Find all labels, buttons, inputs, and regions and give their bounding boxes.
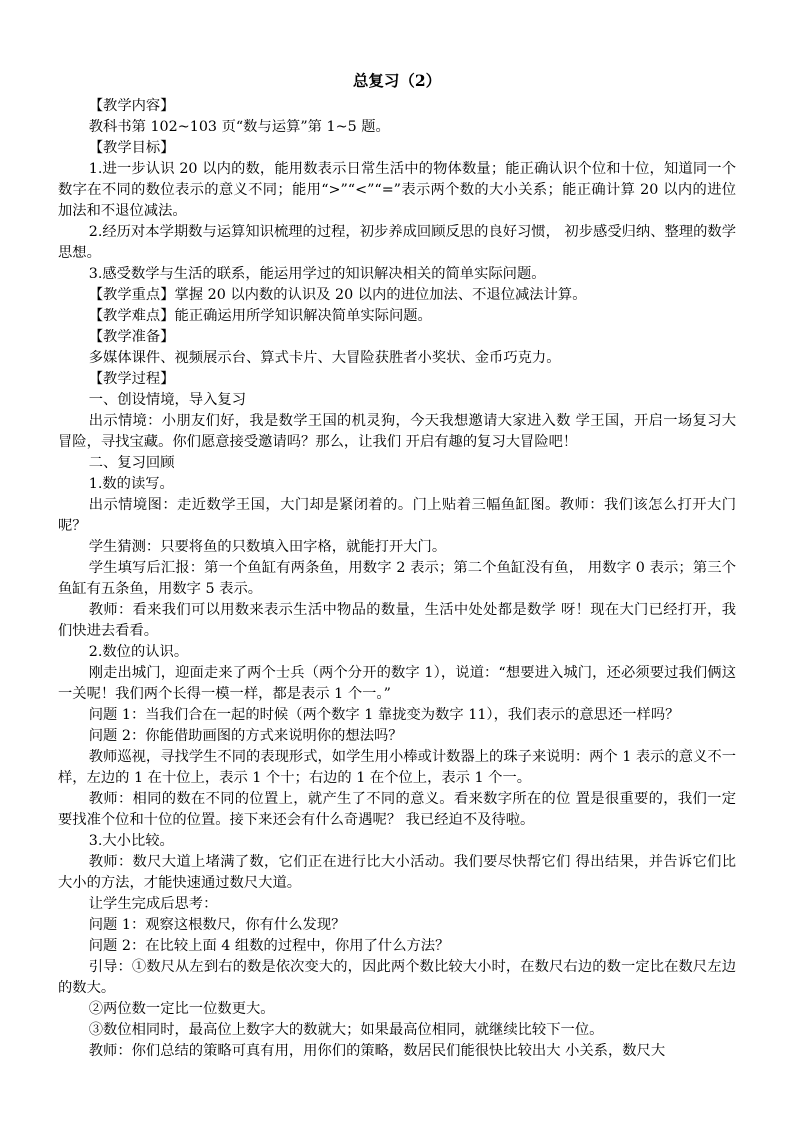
- objective-1: 1.进一步认识 20 以内的数，能用数表示日常生活中的物体数量；能正确认识个位和十位，知道同一个数字在不同的数位表示的意义不同；能用“>”“<”“=”表示两个数的大小关系；能正确计算 20 以内的进位加法和不退位减法。: [58, 161, 736, 219]
- process-paragraph: 教师：相同的数在不同的位置上，就产生了不同的意义。看来数字所在的位 置是很重要的，我们一定要找准个位和十位的位置。接下来还会有什么奇遇呢？ 我已经迫不及待啦。: [58, 791, 736, 828]
- process-step-1-heading: 一、创设情境，导入复习: [88, 392, 246, 408]
- section-heading-content: 【教学内容】: [88, 98, 175, 114]
- objective-3: 3.感受数学与生活的联系，能运用学过的知识解决相关的简单实际问题。: [88, 266, 546, 282]
- guidance-2: ②两位数一定比一位数更大。: [88, 1001, 275, 1017]
- section-heading-process: 【教学过程】: [88, 371, 175, 387]
- process-paragraph: 教师巡视，寻找学生不同的表现形式，如学生用小棒或计数器上的珠子来说明：两个 1 表示的意义不一样，左边的 1 在十位上，表示 1 个十；右边的 1 在个位上，表示 1 个一。: [58, 749, 736, 786]
- subsection-reading-writing: 1.数的读写。: [88, 476, 174, 492]
- content-text: 教科书第 102~103 页“数与运算”第 1~5 题。: [88, 119, 390, 135]
- objective-2: 2.经历对本学期数与运算知识梳理的过程，初步养成回顾反思的良好习惯， 初步感受归纳、整理的数学思想。: [58, 224, 736, 261]
- subsection-place-value: 2.数位的认识。: [88, 644, 189, 660]
- process-paragraph: 教师：看来我们可以用数来表示生活中物品的数量，生活中处处都是数学 呀！现在大门已经打开，我们快进去看看。: [58, 602, 736, 639]
- section-heading-objectives: 【教学目标】: [88, 140, 175, 156]
- process-paragraph: 教师：你们总结的策略可真有用，用你们的策略，数居民们能很快比较出大 小关系，数尺大: [88, 1043, 666, 1059]
- process-paragraph: 刚走出城门，迎面走来了两个士兵（两个分开的数字 1），说道：“想要进入城门，还必须要过我们俩这一关呢！我们两个长得一模一样，都是表示 1 个一。”: [58, 665, 736, 702]
- process-paragraph: 学生填写后汇报：第一个鱼缸有两条鱼，用数字 2 表示；第二个鱼缸没有鱼， 用数字 0 表示；第三个鱼缸有五条鱼，用数字 5 表示。: [58, 560, 736, 597]
- subsection-comparison: 3.大小比较。: [88, 833, 174, 849]
- process-paragraph: 教师：数尺大道上堵满了数，它们正在进行比大小活动。我们要尽快帮它们 得出结果，并告诉它们比大小的方法，才能快速通过数尺大道。: [58, 854, 736, 891]
- process-paragraph: 出示情境图：走近数学王国，大门却是紧闭着的。门上贴着三幅鱼缸图。教师：我们该怎么打开大门呢？: [58, 497, 736, 534]
- guidance-1: 引导：①数尺从左到右的数是依次变大的，因此两个数比较大小时，在数尺右边的数一定比在数尺左边的数大。: [58, 959, 736, 996]
- question-2: 问题 2：在比较上面 4 组数的过程中，你用了什么方法？: [88, 938, 450, 954]
- key-points: 【教学重点】掌握 20 以内数的认识及 20 以内的进位加法、不退位减法计算。: [88, 287, 587, 303]
- process-paragraph: 学生猜测：只要将鱼的只数填入田字格，就能打开大门。: [88, 539, 447, 555]
- document-body: [58, 96, 736, 1062]
- process-paragraph: 出示情境：小朋友们好，我是数学王国的机灵狗，今天我想邀请大家进入数 学王国，开启一场复习大冒险，寻找宝藏。你们愿意接受邀请吗？那么，让我们 开启有趣的复习大冒险吧！: [58, 413, 736, 450]
- process-paragraph: 让学生完成后思考：: [88, 896, 218, 912]
- question-2: 问题 2：你能借助画图的方式来说明你的想法吗？: [88, 728, 403, 744]
- question-1: 问题 1：当我们合在一起的时候（两个数字 1 靠拢变为数字 11），我们表示的意思还一样吗？: [88, 707, 680, 723]
- difficult-points: 【教学难点】能正确运用所学知识解决简单实际问题。: [88, 308, 432, 324]
- question-1: 问题 1：观察这根数尺，你有什么发现？: [88, 917, 346, 933]
- section-heading-preparation: 【教学准备】: [88, 329, 175, 345]
- guidance-3: ③数位相同时，最高位上数字大的数就大；如果最高位相同，就继续比较下一位。: [88, 1022, 604, 1038]
- preparation-text: 多媒体课件、视频展示台、算式卡片、大冒险获胜者小奖状、金币巧克力。: [88, 350, 561, 366]
- document-title: 总复习（2）: [352, 71, 442, 90]
- process-step-2-heading: 二、复习回顾: [88, 455, 175, 471]
